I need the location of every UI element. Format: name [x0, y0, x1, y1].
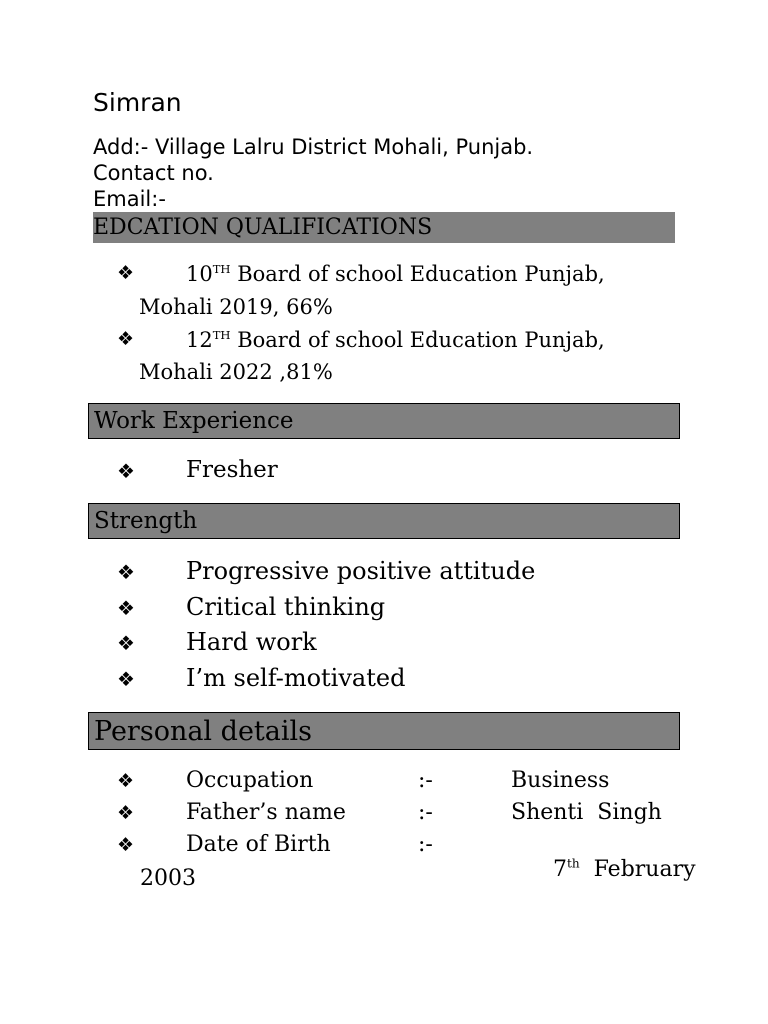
bullet-icon: ❖: [117, 596, 135, 620]
personal-separator: :-: [418, 768, 433, 793]
bullet-icon: ❖: [117, 802, 135, 824]
birth-day: 7: [552, 857, 567, 882]
personal-value: [511, 832, 696, 907]
education-level-suffix: TH: [212, 262, 231, 276]
work-experience-heading: Work Experience: [88, 403, 680, 439]
education-year-score: Mohali 2022 ,81%: [139, 360, 333, 384]
personal-details-heading: Personal details: [88, 712, 680, 750]
bullet-icon: ❖: [117, 459, 135, 483]
personal-value: Shenti Singh: [511, 800, 662, 825]
education-level-suffix: TH: [212, 328, 231, 342]
personal-label: Date of Birth: [186, 832, 331, 857]
education-level: 10: [186, 262, 213, 286]
education-board: Board of school Education Punjab,: [230, 328, 605, 352]
work-item-text: Fresher: [186, 457, 278, 483]
strength-item-text: I’m self-motivated: [186, 664, 406, 692]
personal-label: Father’s name: [186, 800, 346, 825]
contact-line: Contact no.: [93, 161, 214, 185]
education-line: [186, 262, 605, 286]
bullet-icon: ❖: [117, 262, 135, 284]
birth-day-suffix: th: [566, 856, 580, 871]
personal-label: Occupation: [186, 768, 314, 793]
bullet-icon: ❖: [117, 560, 135, 584]
bullet-icon: ❖: [117, 631, 135, 655]
strength-item-text: Critical thinking: [186, 593, 386, 621]
email-line: Email:-: [93, 187, 166, 211]
strength-item-text: Hard work: [186, 628, 317, 656]
strength-heading: Strength: [88, 503, 680, 539]
bullet-icon: ❖: [117, 770, 135, 792]
education-year-score: Mohali 2019, 66%: [139, 295, 333, 319]
personal-separator: :-: [418, 832, 433, 857]
birth-month: February: [579, 857, 696, 882]
birth-year: 2003: [140, 866, 196, 891]
education-board: Board of school Education Punjab,: [230, 262, 605, 286]
education-level: 12: [186, 328, 213, 352]
address-line: Add:- Village Lalru District Mohali, Punjab.: [93, 135, 534, 159]
education-line: [186, 328, 605, 352]
bullet-icon: ❖: [117, 328, 135, 350]
personal-value: Business: [511, 768, 610, 793]
education-heading: EDCATION QUALIFICATIONS: [93, 212, 675, 243]
applicant-name: Simran: [93, 88, 182, 117]
strength-item-text: Progressive positive attitude: [186, 557, 536, 585]
personal-separator: :-: [418, 800, 433, 825]
bullet-icon: ❖: [117, 667, 135, 691]
bullet-icon: ❖: [117, 834, 135, 856]
